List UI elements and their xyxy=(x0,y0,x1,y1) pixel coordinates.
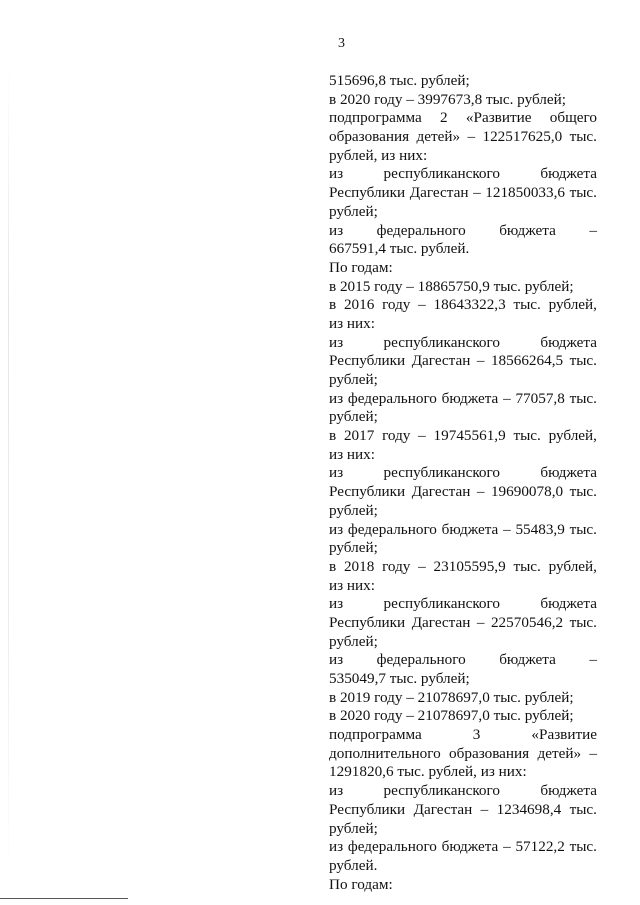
text-line xyxy=(329,165,597,184)
word: подпрограмма xyxy=(329,726,422,744)
word: Дагестан xyxy=(411,352,471,370)
word: республиканского xyxy=(383,165,500,183)
word: году xyxy=(382,557,411,575)
word: 77057,8 xyxy=(515,389,565,407)
text-line: 515696,8 тыс. рублей; xyxy=(329,72,470,89)
word: – xyxy=(467,128,476,146)
text-line xyxy=(329,464,597,483)
word: 2018 xyxy=(343,557,375,575)
word: – xyxy=(476,352,485,370)
text-line xyxy=(329,782,597,801)
text-line: из них: xyxy=(329,314,375,332)
word: из xyxy=(329,838,344,856)
word: образования xyxy=(329,128,410,146)
word: 55483,9 xyxy=(515,520,565,538)
word: в xyxy=(329,427,337,445)
word: бюджета xyxy=(499,221,556,239)
word: тыс. xyxy=(569,128,597,146)
word: – xyxy=(589,221,597,239)
word: тыс. xyxy=(569,800,597,818)
text-line: из них: xyxy=(329,576,375,594)
word: 121850033,6 xyxy=(485,184,565,202)
text-line: рублей; xyxy=(329,202,378,220)
word: республиканского xyxy=(383,595,500,613)
text-line xyxy=(329,838,597,857)
word: тыс. xyxy=(569,184,597,202)
word: из xyxy=(329,389,344,407)
word: бюджета xyxy=(540,165,597,183)
text-line xyxy=(329,483,597,502)
text-line xyxy=(329,427,597,446)
text-line xyxy=(329,558,597,577)
text-line: рублей; xyxy=(329,819,378,837)
word: 18643322,3 xyxy=(433,296,506,314)
word: 23105595,9 xyxy=(433,557,506,575)
word: тыс. xyxy=(569,613,597,631)
word: Дагестан xyxy=(413,800,473,818)
word: – xyxy=(473,184,481,202)
text-line: 667591,4 тыс. рублей. xyxy=(329,240,470,258)
word: – xyxy=(589,651,597,669)
word: Дагестан xyxy=(409,184,469,202)
word: 18566264,5 xyxy=(490,352,564,370)
text-line: По годам: xyxy=(329,875,393,893)
text-line: рублей; xyxy=(329,539,378,557)
word: Республики xyxy=(329,613,406,631)
text-line: По годам: xyxy=(329,258,393,276)
word: 22570546,2 xyxy=(490,613,564,631)
footnote-rule xyxy=(0,898,128,899)
word: рублей, xyxy=(548,557,597,575)
word: – xyxy=(503,389,511,407)
word: тыс. xyxy=(569,352,597,370)
word: из xyxy=(329,464,344,482)
word: республиканского xyxy=(383,464,500,482)
text-line: в 2020 году – 21078697,0 тыс. рублей; xyxy=(329,707,574,725)
text-line xyxy=(329,109,597,128)
word: 2 xyxy=(440,109,448,127)
word: – xyxy=(418,296,426,314)
page-number: 3 xyxy=(338,36,345,51)
word: «Развитие xyxy=(531,726,597,744)
text-line xyxy=(329,801,597,820)
text-line: из них: xyxy=(329,445,375,463)
word: тыс. xyxy=(513,296,541,314)
word: 2017 xyxy=(343,427,375,445)
word: федерального xyxy=(347,389,437,407)
text-line xyxy=(329,651,597,670)
text-line xyxy=(329,184,597,203)
word: «Развитие xyxy=(465,109,532,127)
document-body xyxy=(329,72,597,894)
word: образования xyxy=(449,744,530,762)
word: тыс. xyxy=(569,520,597,538)
word: бюджета xyxy=(499,651,556,669)
word: – xyxy=(480,800,489,818)
word: рублей, xyxy=(548,427,597,445)
word: тыс. xyxy=(513,557,541,575)
word: – xyxy=(418,557,426,575)
word: из xyxy=(329,221,344,239)
word: 2016 xyxy=(343,296,375,314)
word: тыс. xyxy=(569,838,597,856)
text-line xyxy=(329,296,597,315)
scan-margin-shadow xyxy=(8,60,9,880)
word: федерального xyxy=(347,838,437,856)
word: из xyxy=(329,782,344,800)
word: в xyxy=(329,296,337,314)
word: из xyxy=(329,595,344,613)
word: подпрограмма xyxy=(329,109,422,127)
word: из xyxy=(329,165,344,183)
word: 19745561,9 xyxy=(433,427,506,445)
text-line: 535049,7 тыс. рублей; xyxy=(329,670,470,687)
word: Дагестан xyxy=(411,483,471,501)
word: – xyxy=(476,483,485,501)
word: 3 xyxy=(472,726,481,744)
word: бюджета xyxy=(441,520,499,538)
word: Республики xyxy=(329,800,406,818)
word: Дагестан xyxy=(411,613,471,631)
word: бюджета xyxy=(441,838,499,856)
word: республиканского xyxy=(383,782,500,800)
word: бюджета xyxy=(540,595,597,613)
word: федерального xyxy=(376,221,466,239)
text-line xyxy=(329,222,597,241)
word: бюджета xyxy=(540,464,597,482)
word: тыс. xyxy=(569,389,597,407)
text-line xyxy=(329,334,597,353)
word: детей» xyxy=(416,128,461,146)
word: республиканского xyxy=(383,333,500,351)
word: рублей, xyxy=(548,296,597,314)
text-line: рублей; xyxy=(329,501,378,519)
word: федерального xyxy=(347,520,437,538)
word: 19690078,0 xyxy=(490,483,564,501)
word: Республики xyxy=(329,483,406,501)
word: – xyxy=(503,520,511,538)
word: из xyxy=(329,520,344,538)
word: тыс. xyxy=(569,483,597,501)
word: – xyxy=(418,427,426,445)
text-line xyxy=(329,128,597,147)
word: Республики xyxy=(329,352,406,370)
text-line: рублей; xyxy=(329,632,378,650)
text-line xyxy=(329,521,597,540)
word: бюджета xyxy=(540,782,597,800)
word: федерального xyxy=(376,651,466,669)
text-line xyxy=(329,390,597,409)
word: 1234698,4 xyxy=(496,800,562,818)
text-line: рублей. xyxy=(329,856,378,874)
text-line xyxy=(329,595,597,614)
word: из xyxy=(329,651,344,669)
text-line xyxy=(329,352,597,371)
text-line xyxy=(329,745,597,764)
text-line xyxy=(329,726,597,745)
text-line: в 2019 году – 21078697,0 тыс. рублей; xyxy=(329,688,574,706)
text-line: рублей, из них: xyxy=(329,146,428,164)
word: – xyxy=(476,613,485,631)
word: тыс. xyxy=(513,427,541,445)
text-line: рублей; xyxy=(329,371,378,388)
text-line: в 2015 году – 18865750,9 тыс. рублей; xyxy=(329,277,574,295)
word: из xyxy=(329,333,344,351)
text-line: 1291820,6 тыс. рублей, из них: xyxy=(329,763,527,781)
text-line: рублей; xyxy=(329,408,378,426)
word: дополнительного xyxy=(329,744,441,762)
text-line xyxy=(329,614,597,633)
word: 122517625,0 xyxy=(482,128,563,146)
word: – xyxy=(589,744,597,762)
text-line: в 2020 году – 3997673,8 тыс. рублей; xyxy=(329,90,566,108)
word: году xyxy=(382,296,411,314)
word: 57122,2 xyxy=(515,838,565,856)
word: Республики xyxy=(329,184,406,202)
word: бюджета xyxy=(540,333,597,351)
word: бюджета xyxy=(441,389,499,407)
word: общего xyxy=(549,109,597,127)
word: году xyxy=(382,427,411,445)
word: в xyxy=(329,557,337,575)
word: детей» xyxy=(537,744,582,762)
word: – xyxy=(503,838,511,856)
